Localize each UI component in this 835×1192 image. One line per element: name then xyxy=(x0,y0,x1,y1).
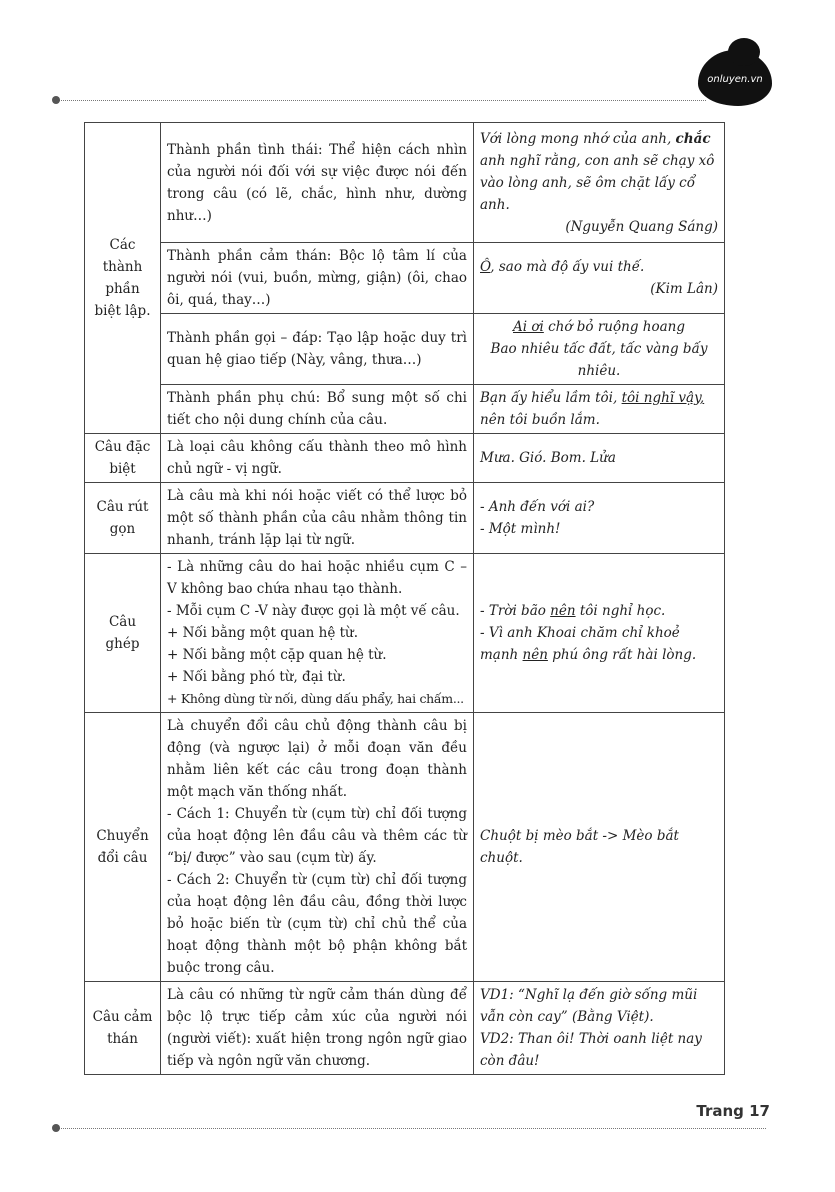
description-cell: Thành phần cảm thán: Bộc lộ tâm lí của người nói (vui, buồn, mừng, giận) (ôi, chao ôi, quá, thay…) xyxy=(161,243,474,314)
category-cell: Câu ghép xyxy=(85,554,161,713)
table-row xyxy=(85,982,725,1075)
category-cell: Câu cảm thán xyxy=(85,982,161,1075)
example-cell: Mưa. Gió. Bom. Lửa xyxy=(474,434,725,483)
example-cell: Chuột bị mèo bắt -> Mèo bắt chuột. xyxy=(474,713,725,982)
table-row xyxy=(85,314,725,385)
example-cell xyxy=(474,123,725,243)
description-line: + Nối bằng phó từ, đại từ. xyxy=(167,669,346,685)
example-line: - Anh đến với ai? xyxy=(480,499,595,515)
category-cell: Các thành phần biệt lập. xyxy=(85,123,161,434)
example-source: (Nguyễn Quang Sáng) xyxy=(565,218,718,235)
example-underline: nên xyxy=(550,603,576,619)
category-cell: Câu đặc biệt xyxy=(85,434,161,483)
footer-rule xyxy=(56,1128,766,1129)
example-source: (Kim Lân) xyxy=(650,281,718,297)
example-cell xyxy=(474,243,725,314)
example-text: tôi nghỉ học. xyxy=(575,603,666,619)
table-row xyxy=(85,385,725,434)
example-cell xyxy=(474,554,725,713)
grammar-table xyxy=(84,122,725,1075)
description-cell: Thành phần phụ chú: Bổ sung một số chi tiết cho nội dung chính của câu. xyxy=(161,385,474,434)
description-cell: Là loại câu không cấu thành theo mô hình chủ ngữ - vị ngữ. xyxy=(161,434,474,483)
description-cell: Thành phần tình thái: Thể hiện cách nhìn của người nói đối với sự việc được nói đến trong câu (có lẽ, chắc, hình như, dường như…) xyxy=(161,123,474,243)
table-row xyxy=(85,483,725,554)
brand-logo-text: onluyen.vn xyxy=(707,74,763,85)
example-cell xyxy=(474,483,725,554)
description-cell xyxy=(161,713,474,982)
table-row xyxy=(85,434,725,483)
table-row xyxy=(85,713,725,982)
example-text: phú ông rất hài lòng. xyxy=(547,647,697,663)
example-text: anh nghĩ rằng, con anh sẽ chạy xô vào lòng anh, sẽ ôm chặt lấy cổ anh. xyxy=(480,152,715,213)
rule-dot xyxy=(52,96,60,104)
example-text: Bạn ấy hiểu lầm tôi, xyxy=(480,390,622,406)
description-cell xyxy=(161,554,474,713)
example-underline: Ô xyxy=(480,259,491,275)
page-number: Trang 17 xyxy=(696,1102,770,1120)
example-cell xyxy=(474,314,725,385)
description-cell: Thành phần gọi – đáp: Tạo lập hoặc duy trì quan hệ giao tiếp (Này, vâng, thưa…) xyxy=(161,314,474,385)
description-line: - Là những câu do hai hoặc nhiều cụm C – V không bao chứa nhau tạo thành. xyxy=(167,559,467,597)
description-line: - Cách 2: Chuyển từ (cụm từ) chỉ đối tượng của hoạt động lên đầu câu, đồng thời lược bỏ hoặc biến từ (cụm từ) chỉ chủ thể của hoạt động thành một bộ phận không bắt buộc trong câu. xyxy=(167,872,467,976)
example-underline: nên xyxy=(522,647,548,663)
example-underline: Ai ơi xyxy=(513,319,544,335)
description-cell: Là câu có những từ ngữ cảm thán dùng để bộc lộ trực tiếp cảm xúc của người nói (người viết): xuất hiện trong ngôn ngữ giao tiếp và ngôn ngữ văn chương. xyxy=(161,982,474,1075)
description-line: + Nối bằng một quan hệ từ. xyxy=(167,625,359,641)
example-text: , sao mà độ ấy vui thế. xyxy=(490,259,645,275)
example-text: Bao nhiêu tấc đất, tấc vàng bấy nhiêu. xyxy=(490,341,708,379)
example-bold: chắc xyxy=(675,130,711,147)
table-row xyxy=(85,123,725,243)
table-row xyxy=(85,243,725,314)
example-line: VD2: Than ôi! Thời oanh liệt nay còn đâu! xyxy=(480,1031,702,1069)
example-text: chớ bỏ ruộng hoang xyxy=(543,319,685,335)
example-text: nên tôi buồn lắm. xyxy=(480,412,600,428)
example-cell xyxy=(474,982,725,1075)
table-row xyxy=(85,554,725,713)
example-line: - Một mình! xyxy=(480,521,561,537)
description-cell: Là câu mà khi nói hoặc viết có thể lược bỏ một số thành phần của câu nhằm thông tin nhanh, tránh lặp lại từ ngữ. xyxy=(161,483,474,554)
example-text: Với lòng mong nhớ của anh, xyxy=(480,130,676,147)
example-line: VD1: “Nghĩ lạ đến giờ sống mũi vẫn còn cay” (Bằng Việt). xyxy=(480,987,698,1025)
description-line: + Không dùng từ nối, dùng dấu phẩy, hai chấm... xyxy=(167,691,464,706)
example-underline: tôi nghĩ vậy, xyxy=(621,390,705,406)
example-cell xyxy=(474,385,725,434)
category-cell: Câu rút gọn xyxy=(85,483,161,554)
description-line: + Nối bằng một cặp quan hệ từ. xyxy=(167,647,387,663)
example-text: - Vì anh Khoai chăm chỉ khoẻ mạnh xyxy=(480,625,680,663)
header-rule xyxy=(56,100,706,101)
description-line: Là chuyển đổi câu chủ động thành câu bị động (và ngược lại) ở mỗi đoạn văn đều nhằm liên kết các câu trong đoạn thành một mạch văn thống nhất. xyxy=(167,718,467,800)
example-line xyxy=(480,600,718,622)
category-cell: Chuyển đổi câu xyxy=(85,713,161,982)
description-line: - Cách 1: Chuyển từ (cụm từ) chỉ đối tượng của hoạt động lên đầu câu và thêm các từ “bị/ được” vào sau (cụm từ) ấy. xyxy=(167,806,467,866)
example-line xyxy=(480,622,718,666)
description-line: - Mỗi cụm C -V này được gọi là một vế câu. xyxy=(167,603,460,619)
example-text: - Trời bão xyxy=(480,603,551,619)
rule-dot xyxy=(52,1124,60,1132)
